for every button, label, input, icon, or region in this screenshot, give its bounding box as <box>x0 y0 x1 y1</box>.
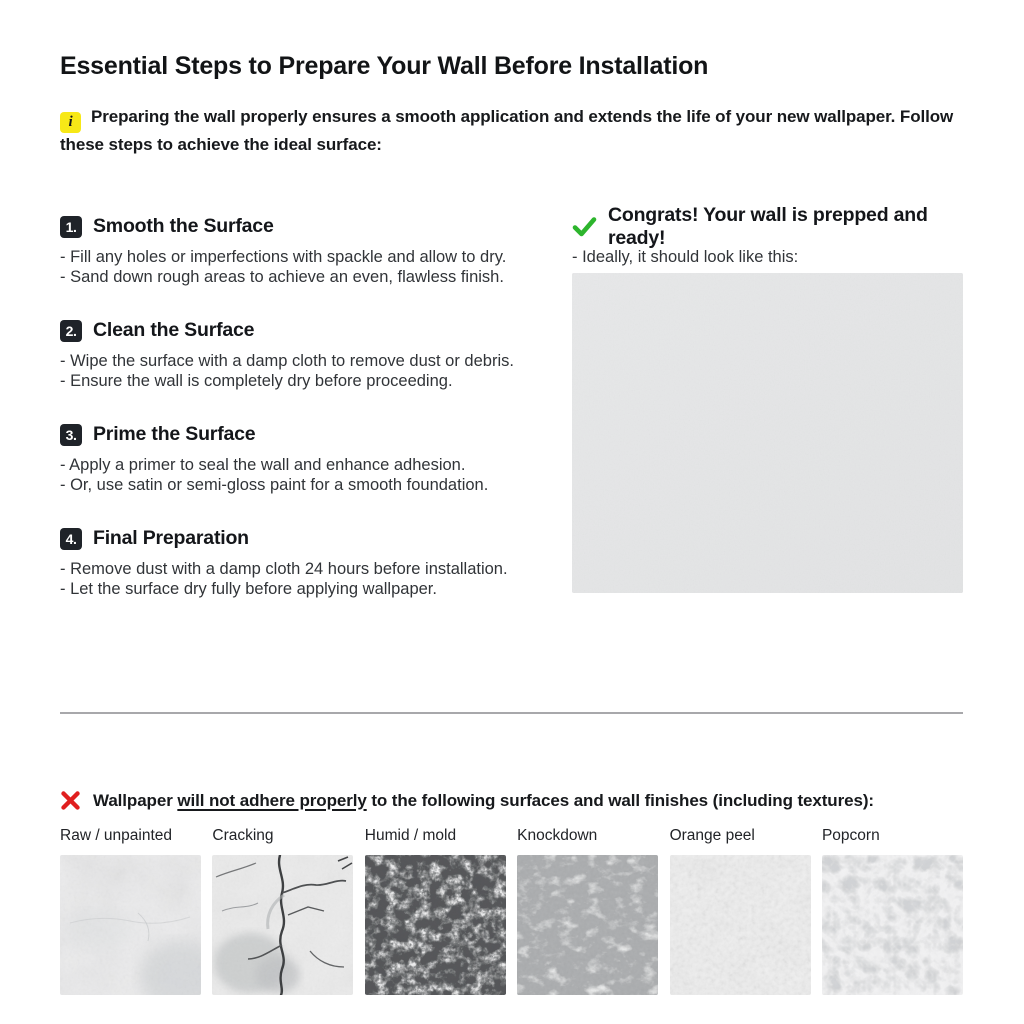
step-instruction: - Remove dust with a damp cloth 24 hours before installation. <box>60 559 508 578</box>
step-number-badge: 3. <box>60 424 82 446</box>
step-number-badge: 2. <box>60 320 82 342</box>
step-title: Clean the Surface <box>93 319 255 341</box>
texture-gallery <box>60 827 963 995</box>
section-divider <box>60 712 963 714</box>
step-clean-the-surface <box>60 319 572 392</box>
texture-label: Humid / mold <box>364 826 457 844</box>
step-smooth-the-surface <box>60 215 572 288</box>
smooth-wall-texture <box>572 273 963 593</box>
intro-note <box>60 105 963 157</box>
intro-text: Preparing the wall properly ensures a smooth application and extends the life of your new wallpaper. Follow these steps to achieve the ideal surface: <box>60 107 954 154</box>
step-instruction: - Wipe the surface with a damp cloth to remove dust or debris. <box>60 351 514 370</box>
texture-label: Popcorn <box>821 826 880 844</box>
content-columns <box>60 203 963 631</box>
step-number-badge: 4. <box>60 528 82 550</box>
step-instruction: - Let the surface dry fully before applying wallpaper. <box>60 580 437 598</box>
step-instruction: - Or, use satin or semi-gloss paint for a smooth foundation. <box>60 476 489 494</box>
texture-image-cracking <box>212 855 353 995</box>
texture-humid-mold <box>365 827 506 995</box>
texture-image-popcorn <box>822 855 963 995</box>
texture-raw-unpainted <box>60 827 201 995</box>
step-heading <box>60 215 572 239</box>
texture-label: Knockdown <box>517 826 598 844</box>
prepped-wall-image <box>572 273 963 593</box>
step-title: Smooth the Surface <box>93 215 274 237</box>
steps-column <box>60 215 572 631</box>
success-subtitle: - Ideally, it should look like this: <box>572 247 799 266</box>
step-heading <box>60 527 572 551</box>
step-final-preparation <box>60 527 572 600</box>
texture-orange-peel <box>670 827 811 995</box>
step-instruction: - Ensure the wall is completely dry before proceeding. <box>60 372 453 390</box>
texture-popcorn <box>822 827 963 995</box>
texture-label: Cracking <box>212 826 274 844</box>
x-icon <box>60 790 81 811</box>
texture-cracking <box>212 827 353 995</box>
step-instruction: - Apply a primer to seal the wall and enhance adhesion. <box>60 455 466 474</box>
check-icon <box>572 216 597 237</box>
step-prime-the-surface <box>60 423 572 496</box>
step-title: Final Preparation <box>93 527 249 549</box>
warning-emphasis: will not adhere properly <box>177 790 367 810</box>
step-number-badge: 1. <box>60 216 82 238</box>
texture-label: Orange peel <box>669 826 755 844</box>
texture-image-orange-peel <box>670 855 811 995</box>
texture-image-raw-unpainted <box>60 855 201 995</box>
step-heading <box>60 423 572 447</box>
warning-heading <box>60 789 963 813</box>
warning-text: Wallpaper will not adhere properly to the following surfaces and wall finishes (including textures): <box>93 790 874 810</box>
success-title: Congrats! Your wall is prepped and ready! <box>608 203 928 249</box>
page-title: Essential Steps to Prepare Your Wall Before Installation <box>60 52 709 80</box>
success-heading <box>572 203 963 249</box>
step-instruction: - Fill any holes or imperfections with spackle and allow to dry. <box>60 247 507 266</box>
step-title: Prime the Surface <box>93 423 256 445</box>
texture-image-humid-mold <box>365 855 506 995</box>
info-icon: i <box>60 112 81 133</box>
step-heading <box>60 319 572 343</box>
texture-image-knockdown <box>517 855 658 995</box>
texture-label: Raw / unpainted <box>60 826 173 844</box>
texture-knockdown <box>517 827 658 995</box>
step-instruction: - Sand down rough areas to achieve an even, flawless finish. <box>60 268 504 286</box>
result-column <box>572 203 963 594</box>
